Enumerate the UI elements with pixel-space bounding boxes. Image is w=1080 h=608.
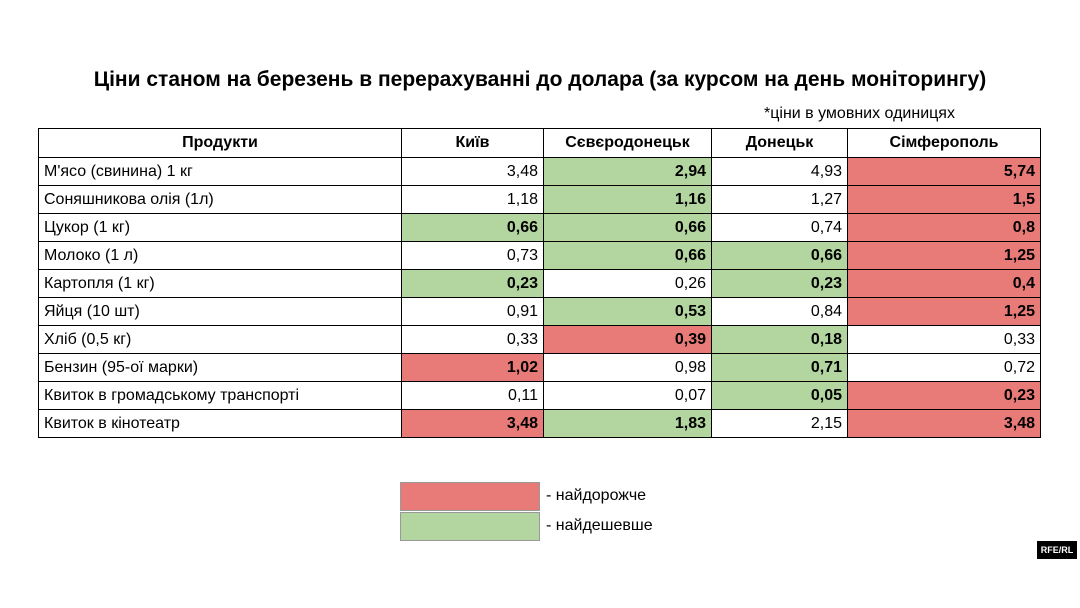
legend-swatch-cheapest xyxy=(400,512,540,541)
chart-title: Ціни станом на березень в перерахуванні до долара (за курсом на день моніторингу) xyxy=(93,68,987,91)
legend-label-cheapest: - найдешевше xyxy=(546,517,653,534)
price-cell-kyiv: 1,18 xyxy=(402,186,544,214)
table-header-row xyxy=(39,129,1041,158)
legend-label-most-expensive: - найдорожче xyxy=(546,487,647,504)
table-row xyxy=(39,298,1041,326)
price-cell-kyiv: 0,73 xyxy=(402,242,544,270)
price-cell-donetsk: 1,27 xyxy=(712,186,848,214)
legend-swatch-most-expensive xyxy=(400,482,540,511)
table-row xyxy=(39,158,1041,186)
table-row xyxy=(39,186,1041,214)
price-cell-kyiv: 0,91 xyxy=(402,298,544,326)
price-cell-donetsk: 0,71 xyxy=(712,354,848,382)
price-cell-donetsk: 0,74 xyxy=(712,214,848,242)
price-cell-kyiv: 3,48 xyxy=(402,410,544,438)
product-name-cell: Квиток в кінотеатр xyxy=(39,410,402,438)
column-header-sievierodonetsk: Сєвєродонецьк xyxy=(544,129,712,158)
legend-item-cheapest xyxy=(400,511,653,541)
price-cell-sievierodonetsk: 0,53 xyxy=(544,298,712,326)
price-table xyxy=(38,128,1041,438)
product-name-cell: Картопля (1 кг) xyxy=(39,270,402,298)
price-cell-kyiv: 0,23 xyxy=(402,270,544,298)
product-name-cell: Бензин (95-ої марки) xyxy=(39,354,402,382)
rferl-logo: RFE/RL xyxy=(1037,541,1077,559)
price-cell-simferopol: 1,25 xyxy=(848,242,1041,270)
table-body xyxy=(39,158,1041,438)
price-cell-donetsk: 2,15 xyxy=(712,410,848,438)
product-name-cell: Соняшникова олія (1л) xyxy=(39,186,402,214)
table-row xyxy=(39,214,1041,242)
price-cell-simferopol: 0,23 xyxy=(848,382,1041,410)
price-cell-sievierodonetsk: 1,83 xyxy=(544,410,712,438)
column-header-simferopol: Сімферополь xyxy=(848,129,1041,158)
table-row xyxy=(39,410,1041,438)
price-cell-simferopol: 3,48 xyxy=(848,410,1041,438)
price-cell-sievierodonetsk: 0,66 xyxy=(544,214,712,242)
price-cell-sievierodonetsk: 0,07 xyxy=(544,382,712,410)
price-cell-donetsk: 0,66 xyxy=(712,242,848,270)
product-name-cell: Цукор (1 кг) xyxy=(39,214,402,242)
table-row xyxy=(39,270,1041,298)
product-name-cell: Яйця (10 шт) xyxy=(39,298,402,326)
price-cell-kyiv: 3,48 xyxy=(402,158,544,186)
price-cell-donetsk: 0,05 xyxy=(712,382,848,410)
product-name-cell: М'ясо (свинина) 1 кг xyxy=(39,158,402,186)
price-cell-donetsk: 4,93 xyxy=(712,158,848,186)
legend-item-most-expensive xyxy=(400,481,653,511)
product-name-cell: Хліб (0,5 кг) xyxy=(39,326,402,354)
price-cell-sievierodonetsk: 2,94 xyxy=(544,158,712,186)
table-row xyxy=(39,382,1041,410)
column-header-kyiv: Київ xyxy=(402,129,544,158)
price-cell-simferopol: 1,5 xyxy=(848,186,1041,214)
price-cell-simferopol: 0,8 xyxy=(848,214,1041,242)
price-cell-donetsk: 0,18 xyxy=(712,326,848,354)
column-header-donetsk: Донецьк xyxy=(712,129,848,158)
price-cell-simferopol: 1,25 xyxy=(848,298,1041,326)
price-cell-sievierodonetsk: 0,98 xyxy=(544,354,712,382)
price-cell-kyiv: 0,11 xyxy=(402,382,544,410)
price-cell-sievierodonetsk: 1,16 xyxy=(544,186,712,214)
product-name-cell: Квиток в громадському транспорті xyxy=(39,382,402,410)
price-cell-sievierodonetsk: 0,66 xyxy=(544,242,712,270)
product-name-cell: Молоко (1 л) xyxy=(39,242,402,270)
price-cell-sievierodonetsk: 0,39 xyxy=(544,326,712,354)
price-cell-simferopol: 0,4 xyxy=(848,270,1041,298)
price-cell-kyiv: 1,02 xyxy=(402,354,544,382)
units-note: *ціни в умовних одиницях xyxy=(764,105,955,122)
price-cell-donetsk: 0,23 xyxy=(712,270,848,298)
price-cell-simferopol: 0,72 xyxy=(848,354,1041,382)
price-cell-kyiv: 0,66 xyxy=(402,214,544,242)
price-cell-simferopol: 5,74 xyxy=(848,158,1041,186)
column-header-product: Продукти xyxy=(39,129,402,158)
table-row xyxy=(39,354,1041,382)
price-cell-donetsk: 0,84 xyxy=(712,298,848,326)
legend xyxy=(400,481,653,541)
price-cell-sievierodonetsk: 0,26 xyxy=(544,270,712,298)
table-row xyxy=(39,242,1041,270)
table-row xyxy=(39,326,1041,354)
price-cell-simferopol: 0,33 xyxy=(848,326,1041,354)
price-cell-kyiv: 0,33 xyxy=(402,326,544,354)
